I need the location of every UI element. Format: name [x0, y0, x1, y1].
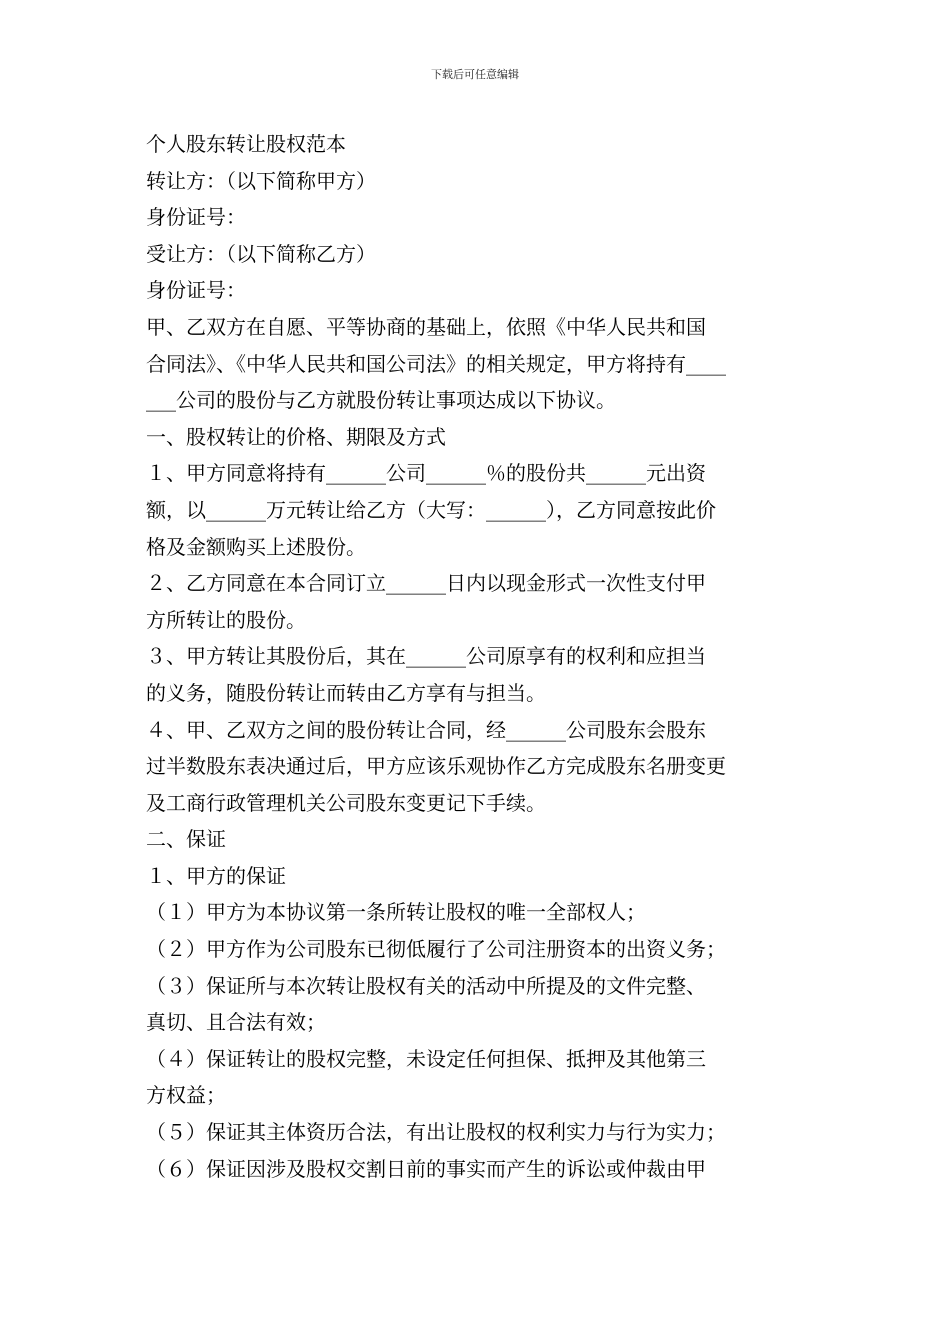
document-line: 身份证号：: [146, 205, 246, 230]
document-line: １、甲方的保证: [146, 863, 286, 888]
document-line: 身份证号：: [146, 278, 246, 303]
document-line: （４）保证转让的股权完整，未设定任何担保、抵押及其他第三: [146, 1046, 706, 1071]
document-line: 合同法》、《中华人民共和国公司法》的相关规定，甲方将持有____: [146, 351, 726, 376]
document-line: （６）保证因涉及股权交割日前的事实而产生的诉讼或仲裁由甲: [146, 1156, 706, 1181]
document-line: 格及金额购买上述股份。: [146, 534, 366, 559]
document-line: 额，以______万元转让给乙方（大写：______），乙方同意按此价: [146, 497, 716, 522]
document-line: 及工商行政管理机关公司股东变更记下手续。: [146, 790, 546, 815]
document-line: 转让方：（以下简称甲方）: [146, 168, 376, 193]
document-line: 方权益；: [146, 1083, 226, 1108]
document-line: ２、乙方同意在本合同订立______日内以现金形式一次性支付甲: [146, 571, 706, 596]
document-line: １、甲方同意将持有______公司______％的股份共______元出资: [146, 461, 706, 486]
document-line: 一、股权转让的价格、期限及方式: [146, 424, 446, 449]
document-line: （１）甲方为本协议第一条所转让股权的唯一全部权人；: [146, 900, 646, 925]
document-title: 个人股东转让股权范本: [146, 132, 346, 156]
document-line: （２）甲方作为公司股东已彻低履行了公司注册资本的出资义务；: [146, 937, 726, 962]
document-line: （５）保证其主体资历合法，有出让股权的权利实力与行为实力；: [146, 1120, 726, 1145]
document-line: 的义务，随股份转让而转由乙方享有与担当。: [146, 680, 546, 705]
page-header: 下载后可任意编辑: [431, 68, 519, 81]
document-line: ３、甲方转让其股份后，其在______公司原享有的权利和应担当: [146, 644, 706, 669]
document-line: 过半数股东表决通过后，甲方应该乐观协作乙方完成股东名册变更: [146, 754, 726, 779]
document-line: 真切、且合法有效；: [146, 1010, 326, 1035]
document-line: 二、保证: [146, 827, 226, 852]
document-line: 受让方：（以下简称乙方）: [146, 241, 376, 266]
document-line: ___公司的股份与乙方就股份转让事项达成以下协议。: [146, 388, 616, 413]
document-line: 方所转让的股份。: [146, 607, 306, 632]
document-body: [146, 126, 808, 1187]
document-line: 甲、乙双方在自愿、平等协商的基础上，依照《中华人民共和国: [146, 314, 706, 339]
document-line: （３）保证所与本次转让股权有关的活动中所提及的文件完整、: [146, 973, 706, 998]
document-line: ４、甲、乙双方之间的股份转让合同，经______公司股东会股东: [146, 717, 706, 742]
